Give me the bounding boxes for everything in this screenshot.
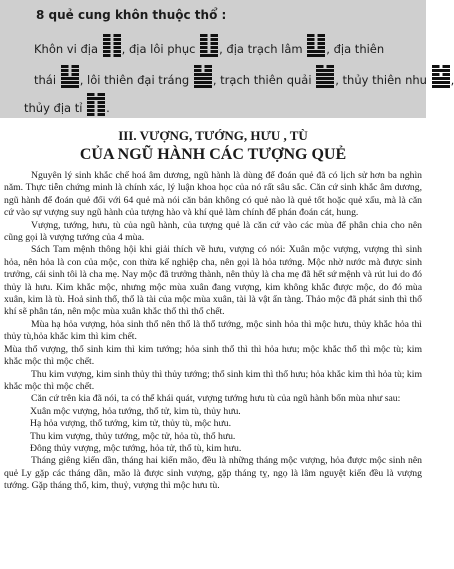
hexagram-caption: thủy địa tỉ	[24, 101, 87, 115]
section-subtitle: CỦA NGŨ HÀNH CÁC TƯỢNG QUẺ	[79, 146, 347, 163]
hexagram-caption: .	[106, 101, 110, 115]
hexagram-icon	[307, 33, 325, 57]
hexagram-icon	[316, 64, 334, 88]
hexagram-caption: , lôi thiên đại tráng	[79, 73, 193, 87]
hexagram-caption: Khôn vi địa	[34, 42, 102, 56]
hexagram-row-1	[34, 33, 426, 57]
hexagram-caption: , địa thiên	[326, 42, 385, 56]
list-item: Thu kim vượng, thủy tướng, mộc tử, hỏa tù, thổ hưu.	[30, 430, 236, 442]
list-item: Xuân mộc vượng, hỏa tướng, thổ tử, kim tù, thủy hưu.	[30, 405, 241, 417]
hexagram-icon	[103, 33, 121, 57]
hexagram-caption: , địa lôi phục	[121, 42, 200, 56]
paragraph: Sách Tam mệnh thông hội khi giải thích về hưu, vượng có nói: Xuân mộc vượng, vượng thì sinh hỏa, nên hỏa là con của mộc, con thừa kế nghiệp cha, nên gọi là hỏa tướng. Mộc nhờ nước mà được sinh trưởng, cái sinh tôi là cha mẹ. Nay mộc đã trưởng thành, nên thủy là cha mẹ đã hết sứ mệnh và rút lui do đó thủy là hưu. Kim khắc mộc, nhưng mộc mùa xuân đang vượng, kim không khắc được mộc, do đó mùa xuân, kim là tù. Hoả sinh thổ, thổ là tài của mộc mùa xuân, tài là vật ẩn tàng. Thảo mộc đã phát sinh thì thổ khí sẽ phân tán, nên mộc mùa xuân khắc thổ thì thổ chết.	[4, 244, 422, 318]
hexagram-caption: , địa trạch lâm	[219, 42, 307, 56]
hexagram-icon	[61, 64, 79, 88]
hexagram-row-3	[24, 92, 426, 116]
paragraph: Vượng, tướng, hưu, tù của ngũ hành, của tượng quẻ là căn cứ vào các mùa để phân chia cho nên cũng gọi là vượng tướng của 4 mùa.	[4, 219, 422, 244]
hexagram-caption: , trạch thiên quải	[212, 73, 316, 87]
article-body	[4, 170, 422, 493]
photo-heading: 8 quẻ cung khôn thuộc thổ :	[36, 8, 227, 22]
paragraph: Mùa hạ hỏa vượng, hỏa sinh thổ nên thổ là thổ tướng, mộc sinh hỏa thì mộc hưu, thủy khắc hỏa thì thủy tù,hỏa khắc kim thì kim chết.	[4, 318, 422, 343]
hexagram-icon	[432, 64, 450, 88]
hexagram-icon	[194, 64, 212, 88]
hexagram-row-2	[34, 64, 454, 88]
hexagram-icon	[200, 33, 218, 57]
paragraph: Nguyên lý sinh khắc chế hoá âm dương, ngũ hành là dùng để đoán quẻ đã có lịch sử hơn ba nghìn năm. Thực tiễn chứng minh là chính xác, lý luận khoa học của nó rất sâu sắc. Căn cứ sinh khắc âm dương, ngũ hành để đoán quẻ đối với 64 quẻ mà nói căn bản không có quẻ nào là quẻ tốt hoặc quẻ xấu, mà là căn cứ vào sự vượng suy ngũ hành của tượng hào và khí quẻ làm chính để phán đoán cát, hung.	[4, 170, 422, 219]
list-item: Đông thủy vượng, mộc tướng, hỏa tử, thổ tù, kim hưu.	[30, 442, 242, 454]
paragraph: Thu kim vượng, kim sinh thủy thì thủy tướng; thổ sinh kim thì thổ hưu; hỏa khắc kim thì hỏa tù; kim khắc mộc thì mộc chết.	[4, 368, 422, 392]
section-title: III. VƯỢNG, TƯỚNG, HƯU , TÙ	[118, 128, 308, 143]
hexagram-caption: thái	[34, 73, 60, 87]
hexagram-caption: , thủy thiên nhu	[335, 73, 431, 87]
hexagram-caption: ,	[450, 73, 454, 87]
hexagram-icon	[87, 92, 105, 116]
paragraph: Mùa thổ vượng, thổ sinh kim thì kim tướng; hỏa sinh thổ thì thì hỏa hưu; mộc khắc thổ thì mộc tù; kim khắc mộc thì mộc chết.	[4, 343, 422, 368]
paragraph: Tháng giêng kiến dần, tháng hai kiến mão, đều là những tháng mộc vượng, hỏa được mộc sinh nên quẻ Ly gặp các tháng dần, mão là được sinh vượng, gặp tháng tỵ, ngọ là lâm nguyệt kiến đều là vượng tướng. Gặp tháng thổ, kim, thuỷ, vượng thì mộc hưu tù.	[4, 455, 422, 492]
list-item: Hạ hỏa vượng, thổ tướng, kim tử, thủy tù, mộc hưu.	[30, 418, 232, 430]
scanned-hexagram-photo	[0, 0, 454, 118]
paragraph: Căn cứ trên kia đã nói, ta có thể khái quát, vượng tướng hưu tù của ngũ hành bốn mùa như sau:	[31, 393, 401, 405]
